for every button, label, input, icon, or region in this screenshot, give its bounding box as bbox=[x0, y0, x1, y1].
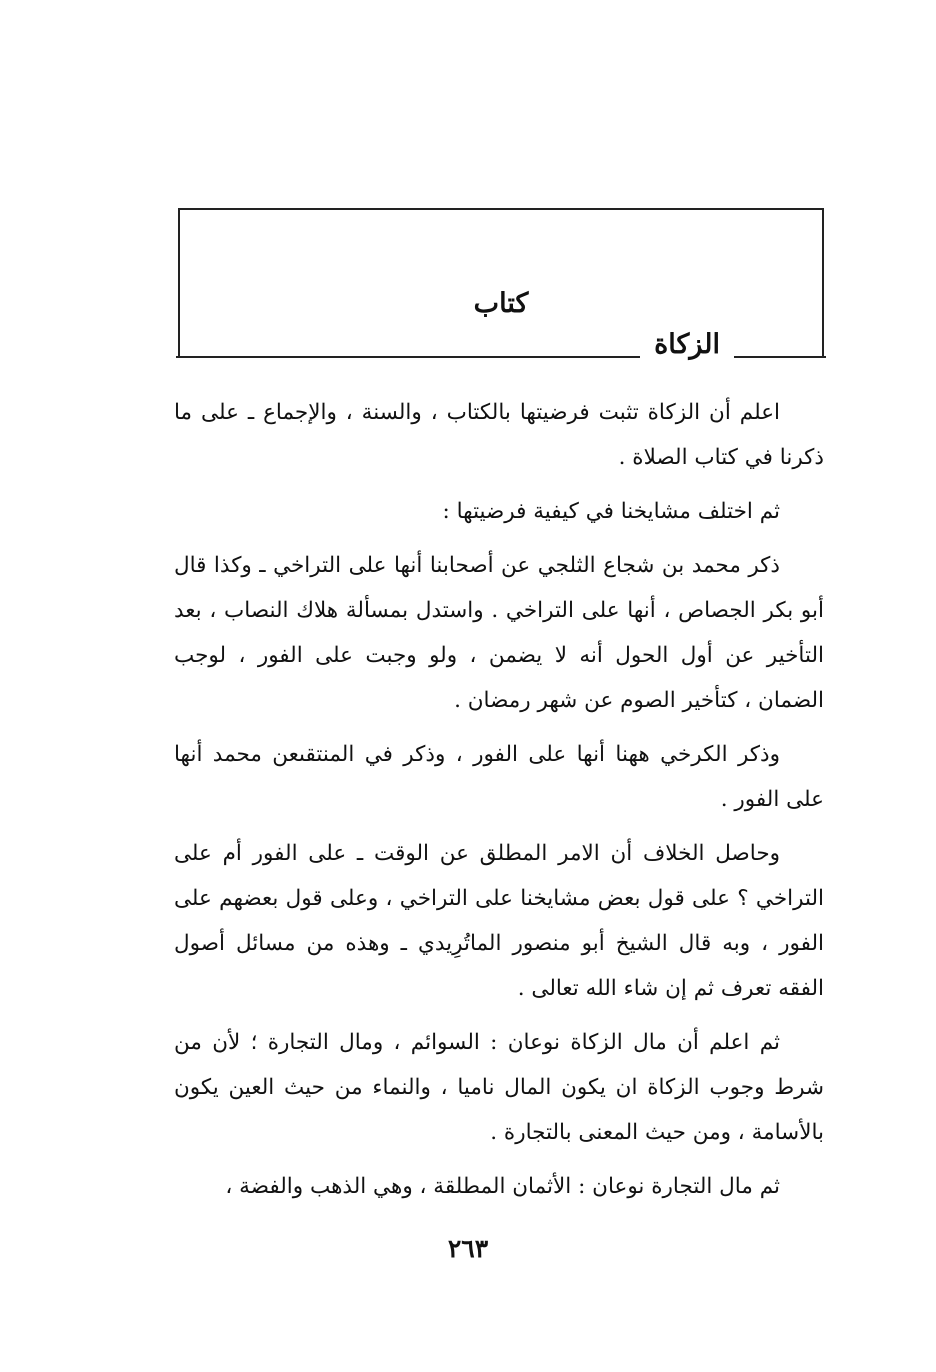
paragraph-2: ثم اختلف مشايخنا في كيفية فرضيتها : bbox=[442, 499, 780, 524]
chapter-word-kitab: كتاب bbox=[473, 288, 529, 319]
rule-line-left bbox=[176, 356, 640, 358]
page-number: ٢٦٣ bbox=[447, 1234, 489, 1263]
chapter-title-rule bbox=[176, 330, 826, 360]
chapter-title: الزكاة bbox=[654, 329, 720, 360]
paragraph-6: ثم اعلم أن مال الزكاة نوعان : السوائم ، ومال التجارة ؛ لأن من شرط وجوب الزكاة ان يكون المال ناميا ، والنماء من حيث العين يكون بالأسامة ، ومن حيث المعنى بالتجارة . bbox=[174, 1030, 824, 1145]
paragraph-3: ذكر محمد بن شجاع الثلجي عن أصحابنا أنها على التراخي ـ وكذا قال أبو بكر الجصاص ، أنها على التراخي . واستدل بمسألة هلاك النصاب ، بعد التأخير عن أول الحول أنه لا يضمن ، ولو وجبت على الفور ، لوجب الضمان ، كتأخير الصوم عن شهر رمضان . bbox=[174, 553, 824, 713]
paragraph-5: وحاصل الخلاف أن الامر المطلق عن الوقت ـ على الفور أم على التراخي ؟ على قول بعض مشايخنا على التراخي ، وعلى قول بعضهم على الفور ، وبه قال الشيخ أبو منصور الماتُرِيدي ـ وهذه من مسائل أصول الفقه تعرف ثم إن شاء الله تعالى . bbox=[174, 841, 824, 1001]
rule-line-right bbox=[734, 356, 826, 358]
paragraph-4: وذكر الكرخي ههنا أنها على الفور ، وذكر في المنتقىعن محمد أنها على الفور . bbox=[174, 742, 824, 812]
paragraph-7: ثم مال التجارة نوعان : الأثمان المطلقة ، وهي الذهب والفضة ، bbox=[225, 1174, 780, 1199]
body-text bbox=[174, 390, 824, 1209]
paragraph-1: اعلم أن الزكاة تثبت فرضيتها بالكتاب ، والسنة ، والإجماع ـ على ما ذكرنا في كتاب الصلاة . bbox=[174, 400, 824, 470]
